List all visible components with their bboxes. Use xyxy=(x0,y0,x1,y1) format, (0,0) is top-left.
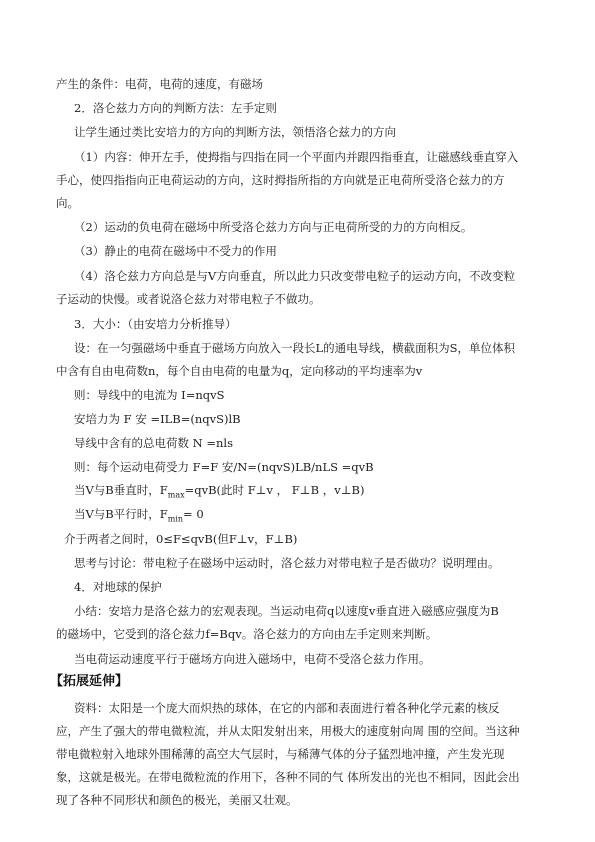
text-segment: =qvB(此时 F⊥v ， F⊥B ，v⊥B) xyxy=(184,483,365,497)
text-line-8: （3）静止的电荷在磁场中不受力的作用 xyxy=(74,244,277,258)
text-line-10: 子运动的快慢。或者说洛仑兹力对带电粒子不做功。 xyxy=(56,292,321,306)
text-line-13: 中含有自由电荷数n，每个自由电荷的电量为q，定向移动的平均速率为v xyxy=(56,364,423,378)
text-segment: = 0 xyxy=(183,507,204,521)
text-line-12: 设：在一匀强磁场中垂直于磁场方向放入一段长L的通电导线，横截面积为S，单位体积 xyxy=(74,341,516,355)
subscript-min: min xyxy=(167,514,184,524)
text-line-think: 思考与讨论：带电粒子在磁场中运动时，洛仑兹力对带电粒子是否做功？说明理由。 xyxy=(74,556,500,570)
text-segment: 当V与B平行时，F xyxy=(74,507,168,521)
text-line-5: 手心，使四指指向正电荷运动的方向，这时拇指所指的方向就是正电荷所受洛仑兹力的方 xyxy=(56,173,505,187)
formula-ampere-force: 安培力为 F 安 =ILB=(nqvS)lB xyxy=(74,412,241,426)
text-line-summary-3: 当电荷运动速度平行于磁场方向进入磁场中，电荷不受洛仑兹力作用。 xyxy=(74,652,431,666)
text-segment: 当V与B垂直时，F xyxy=(74,483,168,497)
text-line-summary-1: 小结：安培力是洛仑兹力的宏观表现。当运动电荷q以速度v垂直进入磁感应强度为B xyxy=(74,604,499,618)
formula-total-charge: 导线中含有的总电荷数 N =nls xyxy=(74,436,233,450)
formula-perpendicular xyxy=(74,482,364,498)
section-title-extension: 【拓展延伸】 xyxy=(50,674,129,689)
text-line-6: 向。 xyxy=(56,196,79,210)
text-line-3: 让学生通过类比安培力的方向的判断方法，领悟洛仑兹力的方向 xyxy=(74,125,396,139)
formula-parallel xyxy=(74,506,204,522)
text-line-9: （4）洛仑兹力方向总是与V方向垂直，所以此力只改变带电粒子的运动方向，不改变粒 xyxy=(74,269,516,283)
text-line-material-3: 带电微粒射入地球外围稀薄的高空大气层时，与稀薄气体的分子猛烈地冲撞，产生发光现 xyxy=(56,747,505,761)
section-heading-3: 3．大小：（由安培力分析推导） xyxy=(74,317,237,331)
text-line-material-1: 资料：太阳是一个庞大而炽热的球体，在它的内部和表面进行着各种化学元素的核反 xyxy=(74,701,500,715)
section-heading-4: 4．对地球的保护 xyxy=(74,580,162,594)
formula-between: 介于两者之间时，0≤F≤qvB(但F⊥v，F⊥B) xyxy=(64,532,298,546)
text-line-material-5: 现了各种不同形状和颜色的极光，美丽又壮观。 xyxy=(56,793,298,807)
text-line-7: （2）运动的负电荷在磁场中所受洛仑兹力方向与正电荷所受的力的方向相反。 xyxy=(74,220,473,234)
section-heading-2: 2．洛仑兹力方向的判断方法：左手定则 xyxy=(74,101,277,115)
text-line-4: （1）内容：伸开左手，使拇指与四指在同一个平面内并跟四指垂直，让磁感线垂直穿入 xyxy=(74,150,519,164)
formula-current: 则：导线中的电流为 I=nqvS xyxy=(74,388,225,402)
subscript-max: max xyxy=(167,490,185,500)
text-line-summary-2: 的磁场中，它受到的洛仑兹力f=Bqv。洛仑兹力的方向由左手定则来判断。 xyxy=(56,627,438,641)
formula-lorentz-force: 则：每个运动电荷受力 F=F 安/N=(nqvS)LB/nLS =qvB xyxy=(74,460,374,474)
text-line-1: 产生的条件：电荷，电荷的速度，有磁场 xyxy=(56,77,263,91)
text-line-material-4: 象，这就是极光。在带电微粒流的作用下，各种不同的气 体所发出的光也不相同，因此会出 xyxy=(56,770,520,784)
text-line-material-2: 应，产生了强大的带电微粒流，并从太阳发射出来，用极大的速度射向周 围的空间。当这种 xyxy=(56,724,520,738)
